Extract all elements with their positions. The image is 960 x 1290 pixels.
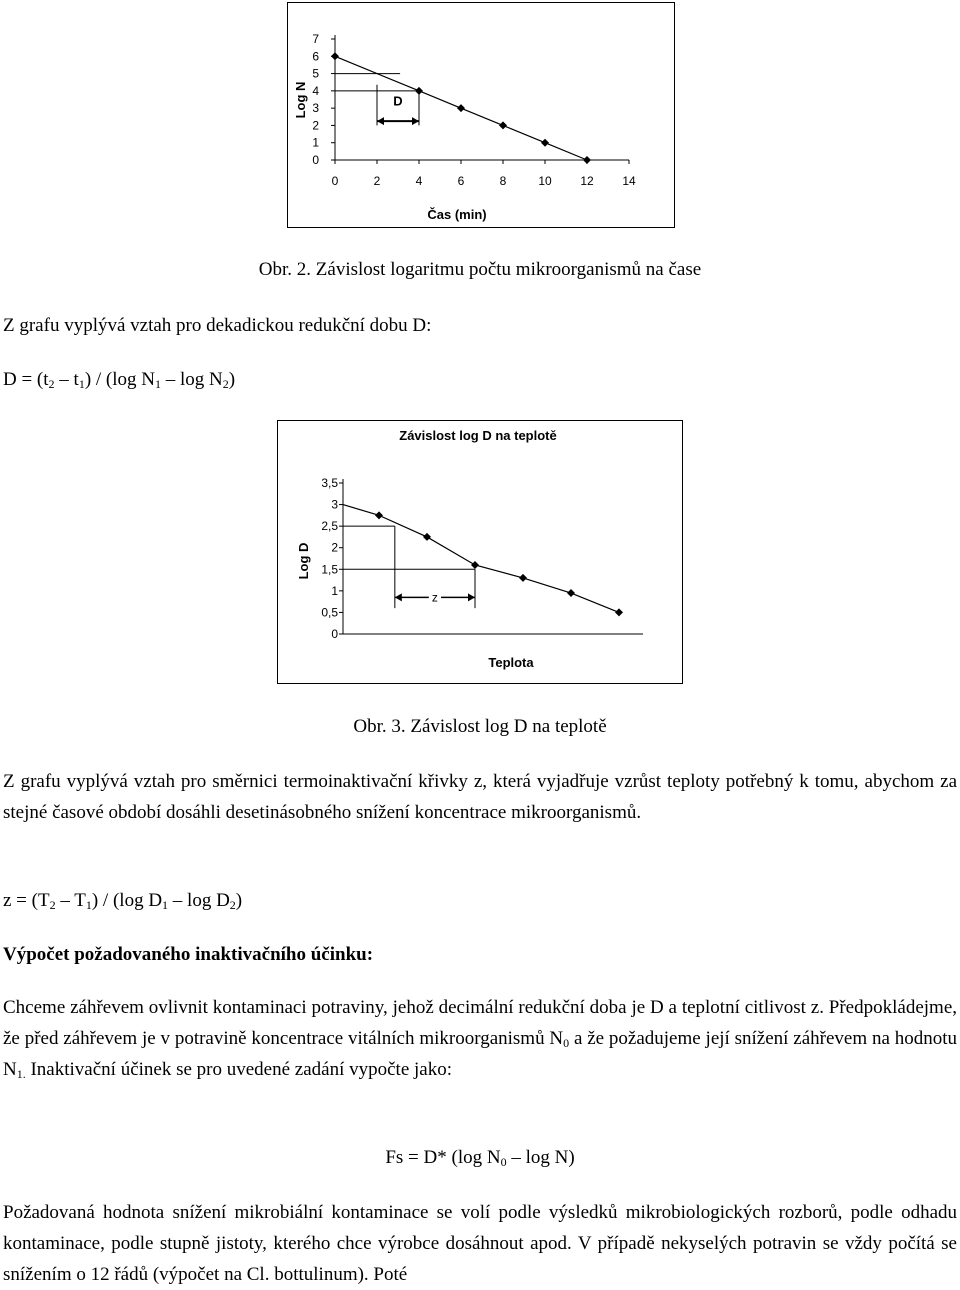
- chart-log-n-vs-time: [287, 2, 675, 228]
- eq2-sub: 1: [85, 898, 92, 912]
- eq1-part: ): [228, 369, 236, 390]
- chart1-x-tick-label: 14: [622, 174, 636, 188]
- chart1-y-tick-label: 1: [312, 135, 319, 150]
- chart2-data-point: [519, 574, 527, 582]
- chart1-x-tick-label: 2: [373, 174, 381, 188]
- chart1-x-tick-label: 10: [538, 174, 552, 188]
- figure2-caption: Obr. 2. Závislost logaritmu počtu mikroorganismů na čase: [258, 259, 702, 280]
- chart1-svg: [288, 3, 674, 227]
- chart1-x-tick-label: 4: [415, 174, 423, 188]
- chart2-y-tick-label: 1,5: [321, 562, 338, 577]
- chart2-y-tick-label: 1: [331, 583, 338, 598]
- eq2-part: – log D: [168, 890, 230, 911]
- chart1-data-point: [583, 156, 591, 164]
- chart2-series-line: [343, 505, 619, 613]
- p3-sub: 1.: [16, 1067, 26, 1081]
- equation-fs: [0, 1146, 960, 1170]
- chart2-title: Závislost log D na teplotě: [399, 428, 557, 443]
- chart2-data-point: [375, 511, 383, 519]
- chart1-x-axis-label: Čas (min): [427, 207, 487, 222]
- chart2-annotation-arrowhead: [468, 593, 475, 601]
- chart1-data-point: [331, 52, 339, 60]
- eq1-sub: 1: [155, 377, 162, 391]
- eq1-sub: 2: [48, 377, 55, 391]
- chart1-y-axis-label: Log N: [293, 81, 308, 119]
- paragraph-d-intro: Z grafu vyplývá vztah pro dekadickou redukční dobu D:: [3, 315, 432, 336]
- chart2-y-axis-label: Log D: [296, 542, 311, 580]
- chart1-y-tick-label: 4: [312, 83, 319, 98]
- chart1-x-tick-label: 12: [580, 174, 594, 188]
- chart2-y-tick-label: 0: [331, 627, 338, 641]
- eq1-part: – log N: [161, 369, 223, 390]
- eq2-part: – T: [55, 890, 86, 911]
- chart1-y-tick-label: 7: [312, 32, 319, 46]
- eq1-part: – t: [54, 369, 79, 390]
- p3-sub: 0: [563, 1036, 570, 1050]
- p3-part: a že požadujeme její snížení záhřevem na hodnotu N: [3, 1028, 957, 1080]
- paragraph-inactivation: [3, 992, 957, 1085]
- chart1-y-tick-label: 6: [312, 49, 319, 64]
- chart2-y-tick-label: 0,5: [321, 605, 338, 620]
- eq1-sub: 1: [78, 377, 85, 391]
- chart1-data-point: [499, 121, 507, 129]
- eq1-part: D = (t: [3, 369, 49, 390]
- section-heading: Výpočet požadovaného inaktivačního účinku:: [3, 944, 374, 965]
- equation-z: [3, 889, 242, 913]
- chart2-data-point: [567, 589, 575, 597]
- chart2-annotation-label: z: [431, 590, 438, 605]
- chart1-y-tick-label: 2: [312, 118, 319, 133]
- chart2-annotation-arrowhead: [395, 593, 402, 601]
- chart2-svg: [278, 421, 682, 683]
- eq2-sub: 2: [49, 898, 56, 912]
- chart1-annotation-arrowhead: [412, 117, 419, 125]
- figure3-caption: Obr. 3. Závislost log D na teplotě: [353, 716, 607, 737]
- chart2-y-tick-label: 2,5: [321, 519, 338, 534]
- equation-d: [3, 368, 235, 392]
- chart1-data-point: [541, 139, 549, 147]
- eq2-part: z = (T: [3, 890, 50, 911]
- paragraph-requirements: [3, 1197, 957, 1290]
- chart2-y-tick-label: 3: [331, 497, 338, 512]
- chart1-annotation-arrowhead: [377, 117, 384, 125]
- eq3-part: – log N): [506, 1147, 575, 1168]
- p3-part: Chceme záhřevem ovlivnit kontaminaci potraviny, jehož decimální redukční doba je D a teplotní citlivost z. Předpokládejme, že před záhřevem je v potravině koncentrace vitálních mikroorganismů N: [3, 997, 957, 1049]
- eq2-sub: 1: [162, 898, 169, 912]
- p3-part: Inaktivační účinek se pro uvedené zadání vypočte jako:: [25, 1059, 453, 1080]
- chart1-data-point: [457, 104, 465, 112]
- chart1-annotation-label: D: [393, 93, 403, 109]
- paragraph-z-intro: [3, 766, 957, 828]
- eq2-part: ) / (log D: [91, 890, 163, 911]
- paragraph-z-text: Z grafu vyplývá vztah pro směrnici termoinaktivační křivky z, která vyjadřuje vzrůst teploty potřebný k tomu, abychom za stejné časové období dosáhli desetinásobného snížení koncentrace mikroorganismů.: [3, 771, 957, 823]
- chart2-data-point: [615, 608, 623, 616]
- chart2-data-point: [423, 533, 431, 541]
- eq1-sub: 2: [222, 377, 229, 391]
- eq2-sub: 2: [229, 898, 236, 912]
- chart1-y-tick-label: 3: [312, 101, 319, 116]
- paragraph-requirements-text: Požadovaná hodnota snížení mikrobiální kontaminace se volí podle výsledků mikrobiologických rozborů, podle odhadu kontaminace, podle stupně jistoty, kterého chce výrobce dosáhnout apod. V případě nekyselých potravin se vždy počítá se snížením o 12 řádů (výpočet na Cl. bottulinum). Poté: [3, 1202, 957, 1285]
- eq1-part: ) / (log N: [84, 369, 156, 390]
- chart1-y-tick-label: 0: [312, 153, 319, 167]
- chart1-x-tick-label: 8: [499, 174, 507, 188]
- chart2-x-axis-label: Teplota: [488, 655, 534, 670]
- chart2-y-tick-label: 3,5: [321, 476, 338, 490]
- chart2-y-tick-label: 2: [331, 540, 338, 555]
- chart1-x-tick-label: 6: [457, 174, 465, 188]
- chart1-x-tick-label: 0: [331, 174, 339, 188]
- chart-log-d-vs-temperature: [277, 420, 683, 684]
- eq3-part: Fs = D* (log N: [385, 1147, 501, 1168]
- chart2-data-point: [471, 561, 479, 569]
- paragraph-inactivation-text: [3, 992, 957, 1085]
- eq2-part: ): [235, 890, 243, 911]
- eq3-sub: 0: [500, 1155, 507, 1169]
- chart1-y-tick-label: 5: [312, 66, 319, 81]
